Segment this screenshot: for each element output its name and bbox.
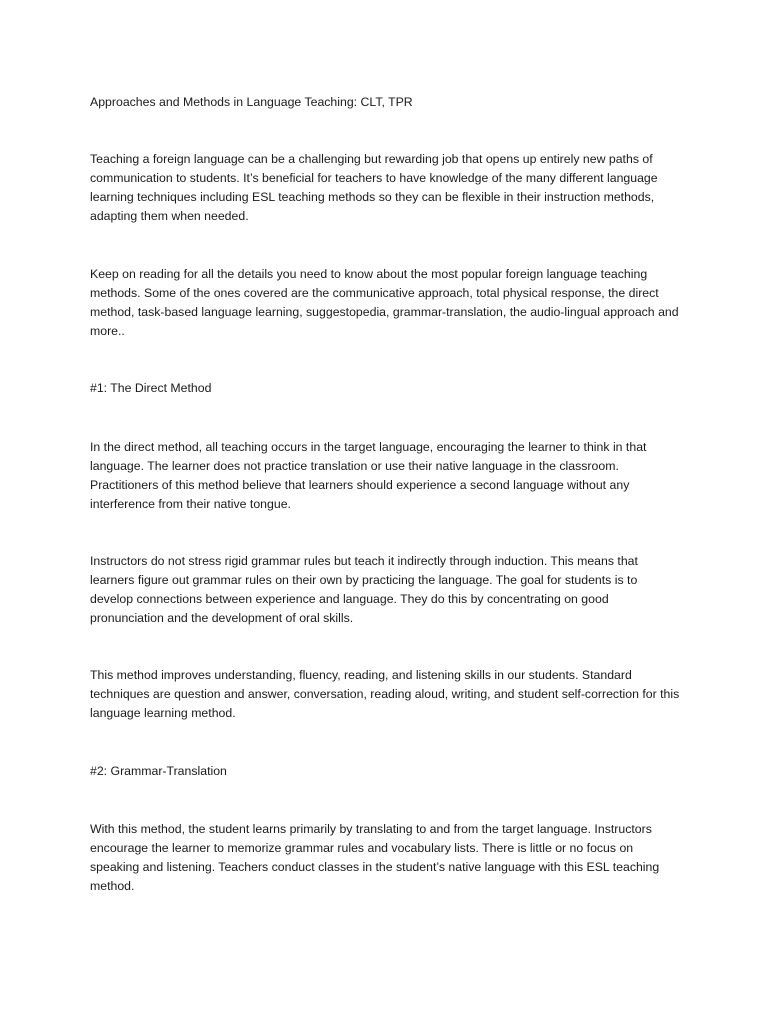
intro-paragraph: Teaching a foreign language can be a challenging but rewarding job that opens up entirely new paths of communication to students. It’s beneficial for teachers to have knowledge of the many different language learning techniques including ESL teaching methods so they can be flexible in their instruction methods, adapting them when needed. xyxy=(90,152,658,223)
document-title: Approaches and Methods in Language Teaching: CLT, TPR xyxy=(90,95,413,109)
overview-paragraph: Keep on reading for all the details you need to know about the most popular foreign language teaching methods. Some of the ones covered are the communicative approach, total physical response, the direct method, task-based language learning, suggestopedia, grammar-translation, the audio-lingual approach and more.. xyxy=(90,267,679,338)
direct-method-paragraph-1: In the direct method, all teaching occurs in the target language, encouraging the learner to think in that language. The learner does not practice translation or use their native language in the classroom. Practitioners of this method believe that learners should experience a second language without any interference from their native tongue. xyxy=(90,440,647,511)
direct-method-paragraph-2: Instructors do not stress rigid grammar rules but teach it indirectly through induction. This means that learners figure out grammar rules on their own by practicing the language. The goal for students is to develop connections between experience and language. They do this by concentrating on good pronunciation and the development of oral skills. xyxy=(90,554,638,625)
grammar-translation-paragraph: With this method, the student learns primarily by translating to and from the target language. Instructors encourage the learner to memorize grammar rules and vocabulary lists. There is little or no focus on speaking and listening. Teachers conduct classes in the student’s native language with this ESL teaching method. xyxy=(90,822,660,893)
section-heading-grammar-translation: #2: Grammar-Translation xyxy=(90,764,227,778)
direct-method-paragraph-3: This method improves understanding, fluency, reading, and listening skills in our students. Standard techniques are question and answer, conversation, reading aloud, writing, and student self-correction for this language learning method. xyxy=(90,668,680,720)
section-heading-direct-method: #1: The Direct Method xyxy=(90,381,212,395)
